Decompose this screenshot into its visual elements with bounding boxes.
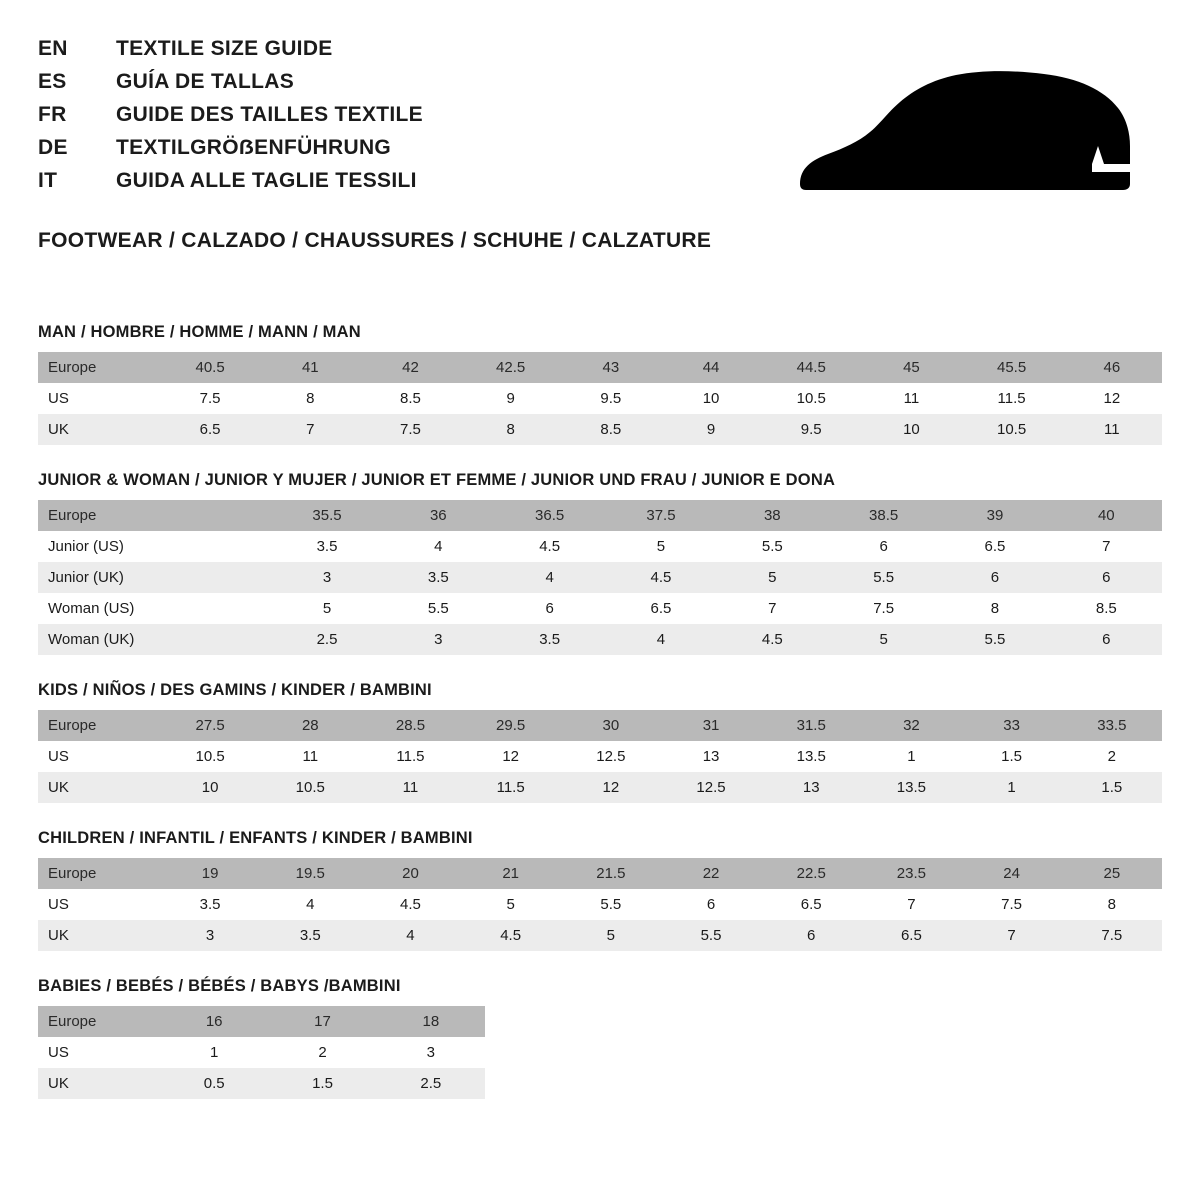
table-cell: 35.5 bbox=[271, 500, 382, 531]
table-cell: 6 bbox=[761, 920, 861, 951]
table-cell: 2 bbox=[1062, 741, 1162, 772]
table-cell: 12 bbox=[561, 772, 661, 803]
table-cell bbox=[160, 531, 271, 562]
table-cell: 11 bbox=[1062, 414, 1162, 445]
table-cell: 10 bbox=[661, 383, 761, 414]
category-title: FOOTWEAR / CALZADO / CHAUSSURES / SCHUHE / CALZATURE bbox=[38, 229, 712, 252]
language-title: TEXTILE SIZE GUIDE bbox=[116, 37, 333, 60]
size-section bbox=[38, 681, 1162, 803]
table-cell: 3 bbox=[160, 920, 260, 951]
row-label: UK bbox=[38, 1068, 160, 1099]
table-cell: 8 bbox=[260, 383, 360, 414]
table-cell: 5.5 bbox=[939, 624, 1050, 655]
size-section bbox=[38, 471, 1162, 655]
table-cell: 33 bbox=[962, 710, 1062, 741]
table-cell: 5.5 bbox=[661, 920, 761, 951]
table-row bbox=[38, 741, 1162, 772]
row-label: Europe bbox=[38, 710, 160, 741]
table-cell: 28.5 bbox=[360, 710, 460, 741]
table-cell: 12 bbox=[1062, 383, 1162, 414]
table-cell: 5 bbox=[461, 889, 561, 920]
row-label: UK bbox=[38, 414, 160, 445]
table-cell: 6 bbox=[661, 889, 761, 920]
table-cell: 5 bbox=[828, 624, 939, 655]
table-cell: 5.5 bbox=[828, 562, 939, 593]
table-cell: 10.5 bbox=[962, 414, 1062, 445]
table-cell: 12.5 bbox=[561, 741, 661, 772]
table-cell: 13.5 bbox=[861, 772, 961, 803]
table-row bbox=[38, 531, 1162, 562]
table-cell: 6.5 bbox=[861, 920, 961, 951]
table-cell: 7.5 bbox=[160, 383, 260, 414]
table-cell: 11.5 bbox=[360, 741, 460, 772]
size-section bbox=[38, 829, 1162, 951]
table-row bbox=[38, 500, 1162, 531]
table-cell: 19.5 bbox=[260, 858, 360, 889]
section-title: MAN / HOMBRE / HOMME / MANN / MAN bbox=[38, 323, 361, 341]
table-cell: 8.5 bbox=[360, 383, 460, 414]
table-row bbox=[38, 593, 1162, 624]
table-cell: 11.5 bbox=[962, 383, 1062, 414]
shoe-illustration bbox=[782, 32, 1162, 193]
table-cell: 31.5 bbox=[761, 710, 861, 741]
table-cell: 5.5 bbox=[561, 889, 661, 920]
table-cell: 13 bbox=[661, 741, 761, 772]
language-title: TEXTILGRÖẞENFÜHRUNG bbox=[116, 136, 392, 159]
table-cell: 22.5 bbox=[761, 858, 861, 889]
sections-container bbox=[38, 323, 1162, 1099]
table-cell: 7 bbox=[717, 593, 828, 624]
table-cell: 8 bbox=[1062, 889, 1162, 920]
table-row bbox=[38, 772, 1162, 803]
table-cell: 3 bbox=[377, 1037, 485, 1068]
table-cell: 5 bbox=[561, 920, 661, 951]
table-cell: 5 bbox=[717, 562, 828, 593]
language-code: IT bbox=[38, 169, 58, 192]
table-cell: 42.5 bbox=[461, 352, 561, 383]
table-cell: 21.5 bbox=[561, 858, 661, 889]
table-cell: 44 bbox=[661, 352, 761, 383]
table-cell: 7 bbox=[260, 414, 360, 445]
table-row bbox=[38, 624, 1162, 655]
table-cell: 7 bbox=[1051, 531, 1162, 562]
table-row bbox=[38, 710, 1162, 741]
table-cell: 39 bbox=[939, 500, 1050, 531]
table-cell: 43 bbox=[561, 352, 661, 383]
section-title: BABIES / BEBÉS / BÉBÉS / BABYS /BAMBINI bbox=[38, 977, 401, 995]
language-row bbox=[38, 170, 423, 191]
row-label: Europe bbox=[38, 1006, 160, 1037]
header bbox=[38, 32, 1162, 203]
table-cell: 13.5 bbox=[761, 741, 861, 772]
table-cell: 1.5 bbox=[962, 741, 1062, 772]
table-cell: 8.5 bbox=[561, 414, 661, 445]
size-table bbox=[38, 352, 1162, 445]
table-cell: 6 bbox=[494, 593, 605, 624]
table-cell: 9 bbox=[661, 414, 761, 445]
table-cell bbox=[160, 562, 271, 593]
table-cell: 23.5 bbox=[861, 858, 961, 889]
table-cell: 8 bbox=[461, 414, 561, 445]
table-cell: 4.5 bbox=[494, 531, 605, 562]
dress-shoe-icon bbox=[792, 68, 1132, 193]
table-cell: 5 bbox=[605, 531, 716, 562]
row-label: Europe bbox=[38, 500, 160, 531]
table-cell: 3.5 bbox=[271, 531, 382, 562]
table-cell: 11 bbox=[260, 741, 360, 772]
table-cell: 4.5 bbox=[717, 624, 828, 655]
size-table bbox=[38, 500, 1162, 655]
table-cell: 6 bbox=[1051, 562, 1162, 593]
table-cell bbox=[160, 500, 271, 531]
table-cell: 3.5 bbox=[383, 562, 494, 593]
table-cell: 44.5 bbox=[761, 352, 861, 383]
table-cell: 7 bbox=[962, 920, 1062, 951]
language-title: GUIDE DES TAILLES TEXTILE bbox=[116, 103, 423, 126]
table-cell: 11 bbox=[861, 383, 961, 414]
size-section bbox=[38, 323, 1162, 445]
table-cell: 42 bbox=[360, 352, 460, 383]
table-cell: 7.5 bbox=[828, 593, 939, 624]
table-cell: 4 bbox=[494, 562, 605, 593]
table-cell: 28 bbox=[260, 710, 360, 741]
language-code: FR bbox=[38, 103, 67, 126]
row-label: Junior (US) bbox=[38, 531, 160, 562]
row-label: Europe bbox=[38, 352, 160, 383]
table-cell: 7 bbox=[861, 889, 961, 920]
table-cell: 2 bbox=[268, 1037, 376, 1068]
table-row bbox=[38, 1006, 485, 1037]
table-cell: 1 bbox=[962, 772, 1062, 803]
table-cell: 6.5 bbox=[605, 593, 716, 624]
table-cell: 45.5 bbox=[962, 352, 1062, 383]
table-cell: 5.5 bbox=[383, 593, 494, 624]
table-cell: 31 bbox=[661, 710, 761, 741]
table-cell: 22 bbox=[661, 858, 761, 889]
table-row bbox=[38, 1068, 485, 1099]
table-cell: 10 bbox=[160, 772, 260, 803]
row-label: UK bbox=[38, 772, 160, 803]
table-cell: 3 bbox=[271, 562, 382, 593]
table-row bbox=[38, 562, 1162, 593]
table-cell: 4 bbox=[605, 624, 716, 655]
table-row bbox=[38, 889, 1162, 920]
table-cell: 4 bbox=[383, 531, 494, 562]
row-label: Woman (UK) bbox=[38, 624, 160, 655]
size-table bbox=[38, 1006, 485, 1099]
table-cell bbox=[160, 593, 271, 624]
table-cell: 38.5 bbox=[828, 500, 939, 531]
table-cell: 6.5 bbox=[939, 531, 1050, 562]
table-cell: 24 bbox=[962, 858, 1062, 889]
table-cell: 40 bbox=[1051, 500, 1162, 531]
row-label: US bbox=[38, 889, 160, 920]
language-code: EN bbox=[38, 37, 68, 60]
table-row bbox=[38, 383, 1162, 414]
table-cell bbox=[160, 624, 271, 655]
table-cell: 37.5 bbox=[605, 500, 716, 531]
table-cell: 25 bbox=[1062, 858, 1162, 889]
row-label: Junior (UK) bbox=[38, 562, 160, 593]
table-cell: 1 bbox=[160, 1037, 268, 1068]
table-cell: 38 bbox=[717, 500, 828, 531]
language-title: GUÍA DE TALLAS bbox=[116, 70, 295, 93]
table-cell: 1.5 bbox=[1062, 772, 1162, 803]
table-cell: 5 bbox=[271, 593, 382, 624]
table-cell: 9.5 bbox=[561, 383, 661, 414]
table-cell: 45 bbox=[861, 352, 961, 383]
table-cell: 10.5 bbox=[160, 741, 260, 772]
section-title: KIDS / NIÑOS / DES GAMINS / KINDER / BAMBINI bbox=[38, 681, 432, 699]
row-label: US bbox=[38, 1037, 160, 1068]
size-table bbox=[38, 858, 1162, 951]
size-section bbox=[38, 977, 1162, 1099]
table-cell: 19 bbox=[160, 858, 260, 889]
table-cell: 3.5 bbox=[260, 920, 360, 951]
table-cell: 10 bbox=[861, 414, 961, 445]
table-cell: 4.5 bbox=[360, 889, 460, 920]
table-cell: 12 bbox=[461, 741, 561, 772]
table-cell: 12.5 bbox=[661, 772, 761, 803]
table-cell: 32 bbox=[861, 710, 961, 741]
table-cell: 6 bbox=[939, 562, 1050, 593]
table-cell: 2.5 bbox=[271, 624, 382, 655]
table-cell: 18 bbox=[377, 1006, 485, 1037]
table-cell: 5.5 bbox=[717, 531, 828, 562]
row-label: US bbox=[38, 383, 160, 414]
table-cell: 33.5 bbox=[1062, 710, 1162, 741]
table-cell: 11.5 bbox=[461, 772, 561, 803]
row-label: UK bbox=[38, 920, 160, 951]
row-label: Europe bbox=[38, 858, 160, 889]
table-cell: 40.5 bbox=[160, 352, 260, 383]
table-row bbox=[38, 858, 1162, 889]
size-table bbox=[38, 710, 1162, 803]
table-cell: 10.5 bbox=[761, 383, 861, 414]
table-cell: 16 bbox=[160, 1006, 268, 1037]
language-title-list bbox=[38, 32, 423, 203]
table-cell: 20 bbox=[360, 858, 460, 889]
table-cell: 9.5 bbox=[761, 414, 861, 445]
table-cell: 36.5 bbox=[494, 500, 605, 531]
language-row bbox=[38, 71, 423, 92]
table-row bbox=[38, 1037, 485, 1068]
table-cell: 8.5 bbox=[1051, 593, 1162, 624]
table-cell: 3.5 bbox=[160, 889, 260, 920]
table-cell: 36 bbox=[383, 500, 494, 531]
table-cell: 8 bbox=[939, 593, 1050, 624]
section-title: JUNIOR & WOMAN / JUNIOR Y MUJER / JUNIOR ET FEMME / JUNIOR UND FRAU / JUNIOR E DONA bbox=[38, 471, 836, 489]
table-cell: 21 bbox=[461, 858, 561, 889]
table-cell: 46 bbox=[1062, 352, 1162, 383]
table-cell: 6.5 bbox=[761, 889, 861, 920]
table-cell: 13 bbox=[761, 772, 861, 803]
row-label: Woman (US) bbox=[38, 593, 160, 624]
table-cell: 11 bbox=[360, 772, 460, 803]
language-row bbox=[38, 137, 423, 158]
language-row bbox=[38, 38, 423, 59]
table-cell: 17 bbox=[268, 1006, 376, 1037]
table-cell: 30 bbox=[561, 710, 661, 741]
table-cell: 7.5 bbox=[360, 414, 460, 445]
table-cell: 9 bbox=[461, 383, 561, 414]
table-cell: 3 bbox=[383, 624, 494, 655]
language-title: GUIDA ALLE TAGLIE TESSILI bbox=[116, 169, 417, 192]
table-cell: 1.5 bbox=[268, 1068, 376, 1099]
table-cell: 10.5 bbox=[260, 772, 360, 803]
section-title: CHILDREN / INFANTIL / ENFANTS / KINDER / BAMBINI bbox=[38, 829, 473, 847]
table-cell: 0.5 bbox=[160, 1068, 268, 1099]
language-code: ES bbox=[38, 70, 67, 93]
table-cell: 41 bbox=[260, 352, 360, 383]
table-cell: 29.5 bbox=[461, 710, 561, 741]
table-cell: 7.5 bbox=[1062, 920, 1162, 951]
table-row bbox=[38, 920, 1162, 951]
table-cell: 4.5 bbox=[605, 562, 716, 593]
language-row bbox=[38, 104, 423, 125]
table-row bbox=[38, 352, 1162, 383]
table-cell: 4 bbox=[360, 920, 460, 951]
table-cell: 27.5 bbox=[160, 710, 260, 741]
table-cell: 7.5 bbox=[962, 889, 1062, 920]
table-cell: 2.5 bbox=[377, 1068, 485, 1099]
table-cell: 4 bbox=[260, 889, 360, 920]
table-cell: 4.5 bbox=[461, 920, 561, 951]
table-cell: 1 bbox=[861, 741, 961, 772]
table-cell: 6.5 bbox=[160, 414, 260, 445]
table-cell: 3.5 bbox=[494, 624, 605, 655]
table-cell: 6 bbox=[1051, 624, 1162, 655]
table-cell: 6 bbox=[828, 531, 939, 562]
row-label: US bbox=[38, 741, 160, 772]
table-row bbox=[38, 414, 1162, 445]
language-code: DE bbox=[38, 136, 68, 159]
